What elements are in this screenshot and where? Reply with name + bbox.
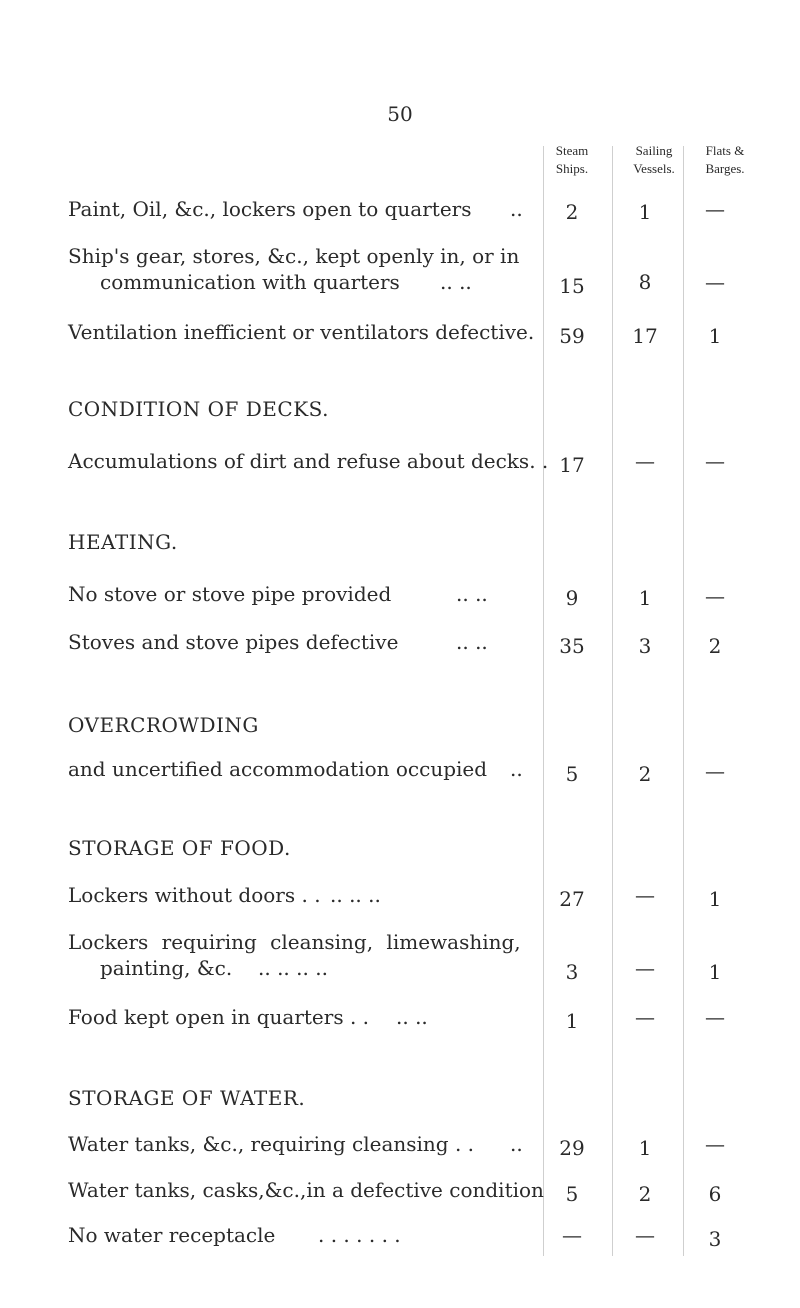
value-flats-barges: 2 <box>708 634 722 658</box>
row-label: Lockers requiring cleansing, limewashing, <box>68 930 521 954</box>
section-heading-heating: HEATING. <box>68 530 178 554</box>
value-flats-barges: 1 <box>708 324 722 348</box>
column-header-line: Vessels. <box>633 161 675 176</box>
value-flats-barges: 1 <box>708 960 722 984</box>
column-header-steam-ships <box>527 142 617 178</box>
row-label: Ventilation inefficient or ventilators defective. <box>68 320 535 344</box>
value-flats-barges: — <box>705 270 725 294</box>
column-header-line: Flats & <box>705 143 745 158</box>
row-dots: .. .. <box>456 630 488 654</box>
column-header-flats-barges <box>680 142 770 178</box>
section-heading-storage-of-water: STORAGE OF WATER. <box>68 1086 306 1110</box>
value-steam-ships: 35 <box>559 634 585 658</box>
value-sailing-vessels: 2 <box>638 1182 652 1206</box>
row-dots: .. .. <box>440 270 472 294</box>
value-steam-ships: 15 <box>559 274 585 298</box>
row-dots: .. .. <box>396 1005 428 1029</box>
column-divider <box>543 146 544 1256</box>
section-heading-overcrowding: OVERCROWDING <box>68 713 259 737</box>
value-flats-barges: — <box>705 759 725 783</box>
row-dots: .. <box>510 757 523 781</box>
value-flats-barges: — <box>705 197 725 221</box>
value-steam-ships: 2 <box>565 200 579 224</box>
value-sailing-vessels: 1 <box>638 200 652 224</box>
row-label: Water tanks, &c., requiring cleansing . . <box>68 1132 475 1156</box>
value-steam-ships: 1 <box>565 1009 579 1033</box>
row-dots: .. <box>510 1132 523 1156</box>
row-label: Accumulations of dirt and refuse about decks. . <box>68 449 549 473</box>
row-label: Water tanks, casks,&c.,in a defective condition <box>68 1178 544 1202</box>
value-steam-ships: 9 <box>565 586 579 610</box>
value-flats-barges: 1 <box>708 887 722 911</box>
value-sailing-vessels: — <box>635 883 655 907</box>
page-number: 50 <box>387 102 413 126</box>
column-divider <box>683 146 684 1256</box>
column-header-line: Ships. <box>555 161 589 176</box>
value-steam-ships: 27 <box>559 887 585 911</box>
value-sailing-vessels: 1 <box>638 1136 652 1160</box>
value-sailing-vessels: 2 <box>638 762 652 786</box>
value-steam-ships: 3 <box>565 960 579 984</box>
section-heading-storage-of-food: STORAGE OF FOOD. <box>68 836 291 860</box>
value-sailing-vessels: — <box>635 1223 655 1247</box>
value-sailing-vessels: — <box>635 956 655 980</box>
row-label-continued: painting, &c. <box>100 956 233 980</box>
value-sailing-vessels: 17 <box>632 324 658 348</box>
section-heading-condition-of-decks: CONDITION OF DECKS. <box>68 397 329 421</box>
value-sailing-vessels: 3 <box>638 634 652 658</box>
value-flats-barges: — <box>705 1005 725 1029</box>
row-label: Food kept open in quarters . . <box>68 1005 370 1029</box>
value-flats-barges: — <box>705 449 725 473</box>
value-flats-barges: 3 <box>708 1227 722 1251</box>
row-dots: .. .. .. <box>330 883 381 907</box>
column-divider <box>612 146 613 1256</box>
value-steam-ships: 5 <box>565 762 579 786</box>
value-sailing-vessels: — <box>635 449 655 473</box>
value-steam-ships: 5 <box>565 1182 579 1206</box>
row-label: Ship's gear, stores, &c., kept openly in, or in <box>68 244 520 268</box>
column-header-line: Steam <box>555 143 589 158</box>
value-flats-barges: 6 <box>708 1182 722 1206</box>
row-dots: . . . . . . . <box>318 1223 401 1247</box>
value-sailing-vessels: — <box>635 1005 655 1029</box>
value-steam-ships: 17 <box>559 453 585 477</box>
row-dots: .. <box>510 197 523 221</box>
row-dots: .. .. .. .. <box>258 956 328 980</box>
row-label: No water receptacle <box>68 1223 276 1247</box>
row-label-continued: communication with quarters <box>100 270 400 294</box>
value-flats-barges: — <box>705 1132 725 1156</box>
value-steam-ships: 59 <box>559 324 585 348</box>
value-sailing-vessels: 8 <box>638 270 652 294</box>
value-steam-ships: 29 <box>559 1136 585 1160</box>
value-steam-ships: — <box>562 1223 582 1247</box>
row-label: No stove or stove pipe provided <box>68 582 392 606</box>
value-flats-barges: — <box>705 584 725 608</box>
column-header-line: Barges. <box>705 161 745 176</box>
row-label: Lockers without doors . . <box>68 883 321 907</box>
row-dots: .. .. <box>456 582 488 606</box>
row-label: and uncertified accommodation occupied <box>68 757 488 781</box>
value-sailing-vessels: 1 <box>638 586 652 610</box>
row-label: Stoves and stove pipes defective <box>68 630 399 654</box>
column-header-line: Sailing <box>635 143 673 158</box>
row-label: Paint, Oil, &c., lockers open to quarters <box>68 197 472 221</box>
